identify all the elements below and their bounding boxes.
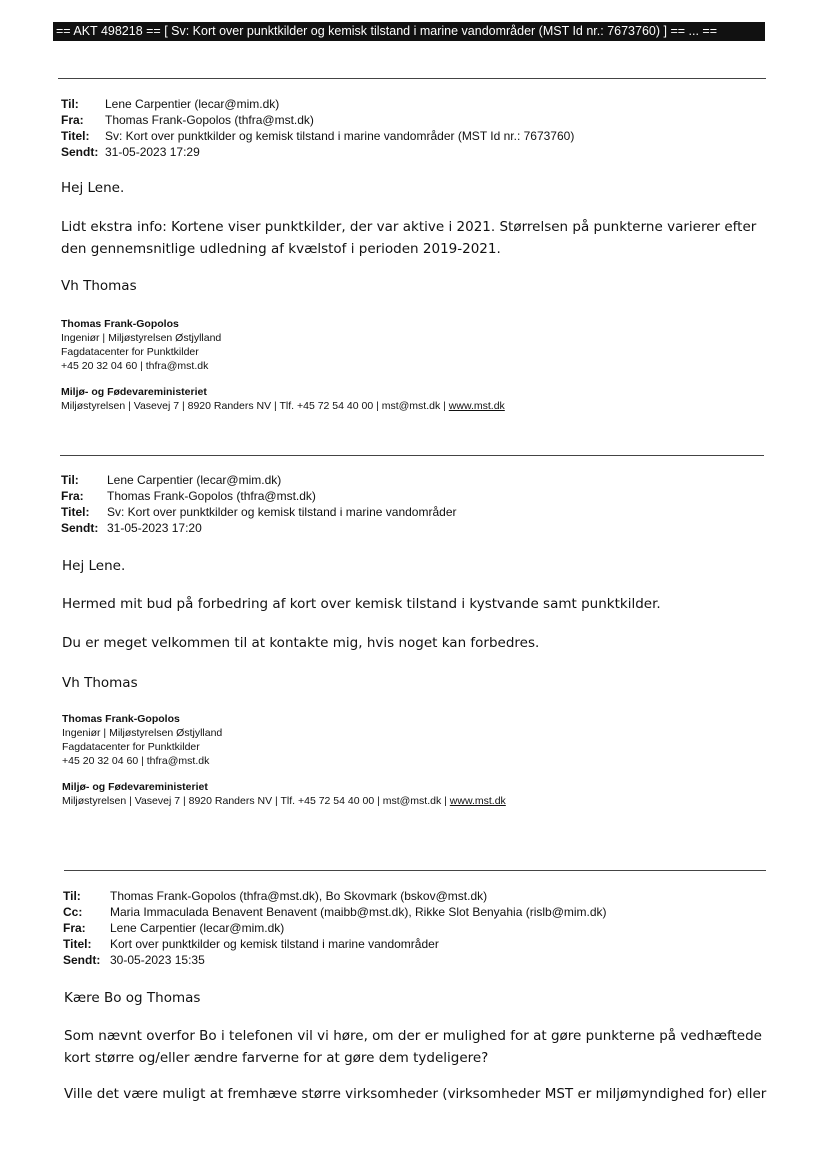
signature-address: Miljøstyrelsen | Vasevej 7 | 8920 Randers NV | Tlf. +45 72 54 40 00 | mst@mst.dk | <box>61 400 449 412</box>
header-label: Fra: <box>63 921 86 935</box>
header-label: Sendt: <box>63 953 101 967</box>
email-paragraph: Du er meget velkommen til at kontakte mig, hvis noget kan forbedres. <box>62 635 540 651</box>
signature-unit: Fagdatacenter for Punktkilder <box>62 741 200 753</box>
email-greeting: Hej Lene. <box>62 558 126 574</box>
header-from <box>61 488 456 504</box>
separator-rule <box>60 455 764 456</box>
email-paragraph: Lidt ekstra info: Kortene viser punktkilder, der var aktive i 2021. Størrelsen på punkterne varierer efter den gennemsnitlige udledning af kvælstof i perioden 2019-2021. <box>61 219 757 257</box>
header-sent <box>61 144 574 160</box>
header-cc <box>63 904 607 920</box>
website-link[interactable]: www.mst.dk <box>449 795 506 807</box>
header-label: Sendt: <box>61 145 99 159</box>
header-value: 31-05-2023 17:20 <box>107 521 202 535</box>
header-to <box>61 96 574 112</box>
header-value: Lene Carpentier (lecar@mim.dk) <box>110 921 285 935</box>
signature-ministry: Miljø- og Fødevareministeriet <box>61 386 207 398</box>
email-header <box>63 888 607 968</box>
separator-rule <box>58 78 766 79</box>
header-from <box>63 920 607 936</box>
signature-name: Thomas Frank-Gopolos <box>62 713 180 725</box>
header-to <box>63 888 607 904</box>
header-label: Til: <box>61 97 79 111</box>
signature-contact: +45 20 32 04 60 | thfra@mst.dk <box>62 755 210 767</box>
header-to <box>61 472 456 488</box>
header-value: Lene Carpentier (lecar@mim.dk) <box>107 473 282 487</box>
signature-address: Miljøstyrelsen | Vasevej 7 | 8920 Randers NV | Tlf. +45 72 54 40 00 | mst@mst.dk | <box>62 795 450 807</box>
header-label: Fra: <box>61 489 84 503</box>
header-label: Titel: <box>61 505 90 519</box>
header-value: Thomas Frank-Gopolos (thfra@mst.dk), Bo Skovmark (bskov@mst.dk) <box>110 889 488 903</box>
signature-title: Ingeniør | Miljøstyrelsen Østjylland <box>62 727 223 739</box>
header-subject <box>61 504 456 520</box>
header-value: Sv: Kort over punktkilder og kemisk tilstand i marine vandområder <box>107 505 457 519</box>
header-sent <box>61 520 456 536</box>
header-sent <box>63 952 607 968</box>
email-paragraph: Ville det være muligt at fremhæve større virksomheder (virksomheder MST er miljømyndighed for) eller <box>64 1086 767 1102</box>
header-value: Thomas Frank-Gopolos (thfra@mst.dk) <box>105 113 314 127</box>
header-from <box>61 112 574 128</box>
email-closing: Vh Thomas <box>62 675 138 691</box>
email-greeting: Kære Bo og Thomas <box>64 990 201 1006</box>
signature-unit: Fagdatacenter for Punktkilder <box>61 346 199 358</box>
header-label: Titel: <box>61 129 90 143</box>
header-label: Sendt: <box>61 521 99 535</box>
header-label: Til: <box>63 889 81 903</box>
header-value: Kort over punktkilder og kemisk tilstand i marine vandområder <box>110 937 439 951</box>
header-subject <box>63 936 607 952</box>
email-closing: Vh Thomas <box>61 278 137 294</box>
signature-name: Thomas Frank-Gopolos <box>61 318 179 330</box>
header-value: Lene Carpentier (lecar@mim.dk) <box>105 97 280 111</box>
header-value: 31-05-2023 17:29 <box>105 145 200 159</box>
header-value: Maria Immaculada Benavent Benavent (maibb@mst.dk), Rikke Slot Benyahia (rislb@mim.dk) <box>110 905 607 919</box>
email-signature <box>62 712 506 808</box>
signature-title: Ingeniør | Miljøstyrelsen Østjylland <box>61 332 222 344</box>
header-subject <box>61 128 574 144</box>
email-header <box>61 96 574 160</box>
header-label: Cc: <box>63 905 83 919</box>
header-label: Fra: <box>61 113 84 127</box>
email-paragraph: Som nævnt overfor Bo i telefonen vil vi høre, om der er mulighed for at gøre punkterne på vedhæftede kort større og/eller ændre farverne for at gøre dem tydeligere? <box>64 1028 762 1066</box>
email-signature <box>61 317 505 413</box>
signature-contact: +45 20 32 04 60 | thfra@mst.dk <box>61 360 209 372</box>
website-link[interactable]: www.mst.dk <box>448 400 505 412</box>
email-header <box>61 472 456 536</box>
header-value: Sv: Kort over punktkilder og kemisk tilstand i marine vandområder (MST Id nr.: 7673760) <box>105 129 575 143</box>
header-value: 30-05-2023 15:35 <box>110 953 205 967</box>
separator-rule <box>64 870 766 871</box>
document-banner: == AKT 498218 == [ Sv: Kort over punktkilder og kemisk tilstand i marine vandområder (MST Id nr.: 7673760) ] == ... == <box>53 22 765 41</box>
email-greeting: Hej Lene. <box>61 180 125 196</box>
header-label: Titel: <box>63 937 92 951</box>
header-label: Til: <box>61 473 79 487</box>
signature-ministry: Miljø- og Fødevareministeriet <box>62 781 208 793</box>
header-value: Thomas Frank-Gopolos (thfra@mst.dk) <box>107 489 316 503</box>
email-paragraph: Hermed mit bud på forbedring af kort over kemisk tilstand i kystvande samt punktkilder. <box>62 596 661 612</box>
